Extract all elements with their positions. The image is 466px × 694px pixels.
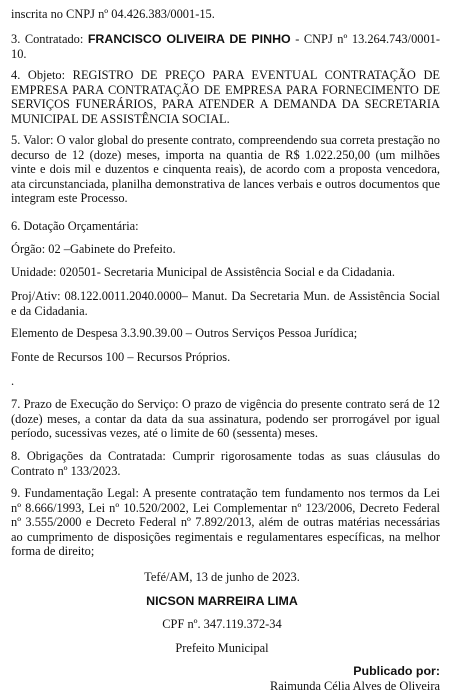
elemento-line: Elemento de Despesa 3.3.90.39.00 – Outros Serviços Pessoa Jurídica; <box>11 326 358 340</box>
item-3-prefix: 3. Contratado: <box>11 32 88 46</box>
signer-cpf: CPF nº. 347.119.372-34 <box>162 617 282 631</box>
item-5-valor: 5. Valor: O valor global do presente contrato, compreendendo sua correta prestação no decurso de 12 (doze) meses, importa na quantia de R$ 1.022.250,00 (um milhões vinte e dois mil e duzentos e cinquenta reais), de acordo com a proposta vencedora, ata circunstanciada, planilha demonstrativa de lances verbais e outros documentos que integram este Processo. <box>11 133 440 206</box>
projativ-line: Proj/Ativ: 08.122.0011.2040.0000– Manut. Da Secretaria Mun. de Assistência Social e da Cidadania. <box>11 289 440 318</box>
published-label: Publicado por: <box>353 664 440 678</box>
contratado-name: FRANCISCO OLIVEIRA DE PINHO <box>87 32 291 46</box>
item-6-dotacao: 6. Dotação Orçamentária: <box>11 219 139 233</box>
item-3-contratado <box>11 32 440 61</box>
unidade-line: Unidade: 020501- Secretaria Municipal de Assistência Social e da Cidadania. <box>11 265 395 279</box>
signer-role: Prefeito Municipal <box>175 641 269 655</box>
fonte-line: Fonte de Recursos 100 – Recursos Próprios. <box>11 350 231 364</box>
published-by: Raimunda Célia Alves de Oliveira <box>270 679 440 693</box>
item-4-objeto: 4. Objeto: REGISTRO DE PREÇO PARA EVENTUAL CONTRATAÇÃO DE EMPRESA PARA CONTRATAÇÃO DE EMPRESA PARA FORNECIMENTO DE SERVIÇOS FUNERÁRIOS, PARA ATENDER A DEMANDA DA SECRETARIA MUNICIPAL DE ASSISTÊNCIA SOCIAL. <box>11 68 440 126</box>
item-3-suffix: - CNPJ nº 13.264.743/0001-10. <box>11 32 440 61</box>
orgao-line: Órgão: 02 –Gabinete do Prefeito. <box>11 242 176 256</box>
place-date: Tefé/AM, 13 de junho de 2023. <box>144 570 300 584</box>
item-8-obrigacoes: 8. Obrigações da Contratada: Cumprir rigorosamente todas as suas cláusulas do Contrato nº 133/2023. <box>11 449 440 478</box>
signer-name: NICSON MARREIRA LIMA <box>146 594 298 608</box>
item-9-fundamentacao: 9. Fundamentação Legal: A presente contratação tem fundamento nos termos da Lei nº 8.666/1993, Lei nº 10.520/2002, Lei Complementar nº 123/2006, Decreto Federal nº 3.555/2000 e Decreto Federal nº 7.892/2013, além de outras matérias necessárias ao cumprimento de disposições regimentais e regulamentares específicas, na melhor forma de direito; <box>11 486 440 559</box>
dot-line: . <box>11 374 15 388</box>
cnpj-line: inscrita no CNPJ nº 04.426.383/0001-15. <box>11 7 215 21</box>
item-7-prazo: 7. Prazo de Execução do Serviço: O prazo de vigência do presente contrato será de 12 (doze) meses, a contar da data da sua assinatura, podendo ser prorrogável por igual período, sucessivas vezes, até o limite de 60 (sessenta) meses. <box>11 397 440 441</box>
